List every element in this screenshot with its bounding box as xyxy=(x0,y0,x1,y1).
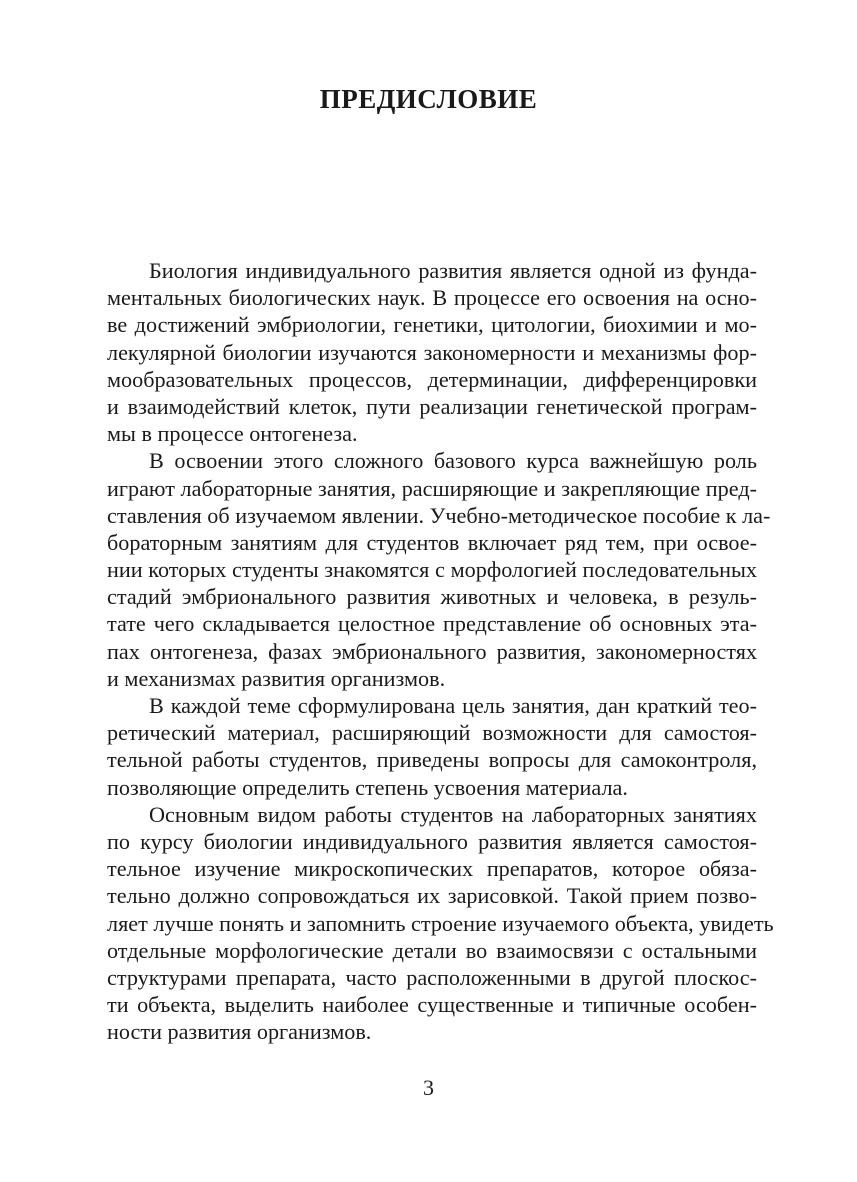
text-line: бораторным занятиям для студентов включает ряд тем, при освое- xyxy=(107,529,757,555)
page-number: 3 xyxy=(423,1075,434,1100)
text-line: отдельные морфологические детали во взаимосвязи с остальными xyxy=(107,937,757,963)
paragraph-4 xyxy=(107,801,774,1046)
text-line: ляет лучше понять и запомнить строение изучаемого объекта, увидеть xyxy=(107,910,774,936)
text-line: ве достижений эмбриологии, генетики, цитологии, биохимии и мо- xyxy=(107,312,757,338)
text-line: В каждой теме сформулирована цель занятия, дан краткий тео- xyxy=(149,693,757,718)
text-line: играют лабораторные занятия, расширяющие и закрепляющие пред- xyxy=(107,475,757,501)
text-line: тельно должно сопровождаться их зарисовкой. Такой прием позво- xyxy=(107,883,757,909)
paragraph-1 xyxy=(107,257,757,447)
text-line: позволяющие определить степень усвоения материала. xyxy=(107,774,628,800)
text-line: пах онтогенеза, фазах эмбрионального развития, закономерностях xyxy=(107,638,757,664)
text-line: и взаимодействий клеток, пути реализации генетической програм- xyxy=(107,393,757,419)
text-line: ментальных биологических наук. В процессе его освоения на осно- xyxy=(107,285,757,311)
text-line: ретический материал, расширяющий возможности для самостоя- xyxy=(107,720,757,746)
text-line: структурами препарата, часто расположенными в другой плоскос- xyxy=(107,964,757,990)
text-line: тате чего складывается целостное представление об основных эта- xyxy=(107,611,757,637)
text-line: мообразовательных процессов, детерминации, дифференцировки xyxy=(107,366,757,392)
page-title: ПРЕДИСЛОВИЕ xyxy=(319,84,538,114)
text-line: ставления об изучаемом явлении. Учебно-методическое пособие к ла- xyxy=(107,502,771,528)
text-line: ности развития организмов. xyxy=(107,1019,372,1045)
text-line: Основным видом работы студентов на лабораторных занятиях xyxy=(149,801,757,827)
text-line: стадий эмбрионального развития животных и человека, в резуль- xyxy=(107,584,757,610)
text-line: и механизмах развития организмов. xyxy=(107,665,446,691)
text-line: по курсу биологии индивидуального развития является самостоя- xyxy=(107,828,757,854)
paragraph-3 xyxy=(107,692,757,801)
text-line: лекулярной биологии изучаются закономерности и механизмы фор- xyxy=(107,339,757,365)
text-line: В освоении этого сложного базового курса важнейшую роль xyxy=(149,448,757,474)
text-line: тельной работы студентов, приведены вопросы для самоконтроля, xyxy=(107,747,757,773)
paragraph-2 xyxy=(107,447,771,692)
text-line: ти объекта, выделить наиболее существенные и типичные особен- xyxy=(107,992,757,1018)
text-line: Биология индивидуального развития является одной из фунда- xyxy=(149,258,757,283)
body-text xyxy=(107,257,774,1045)
text-line: тельное изучение микроскопических препаратов, которое обяза- xyxy=(107,856,757,882)
text-line: нии которых студенты знакомятся с морфологией последовательных xyxy=(107,557,757,583)
text-line: мы в процессе онтогенеза. xyxy=(107,421,358,447)
